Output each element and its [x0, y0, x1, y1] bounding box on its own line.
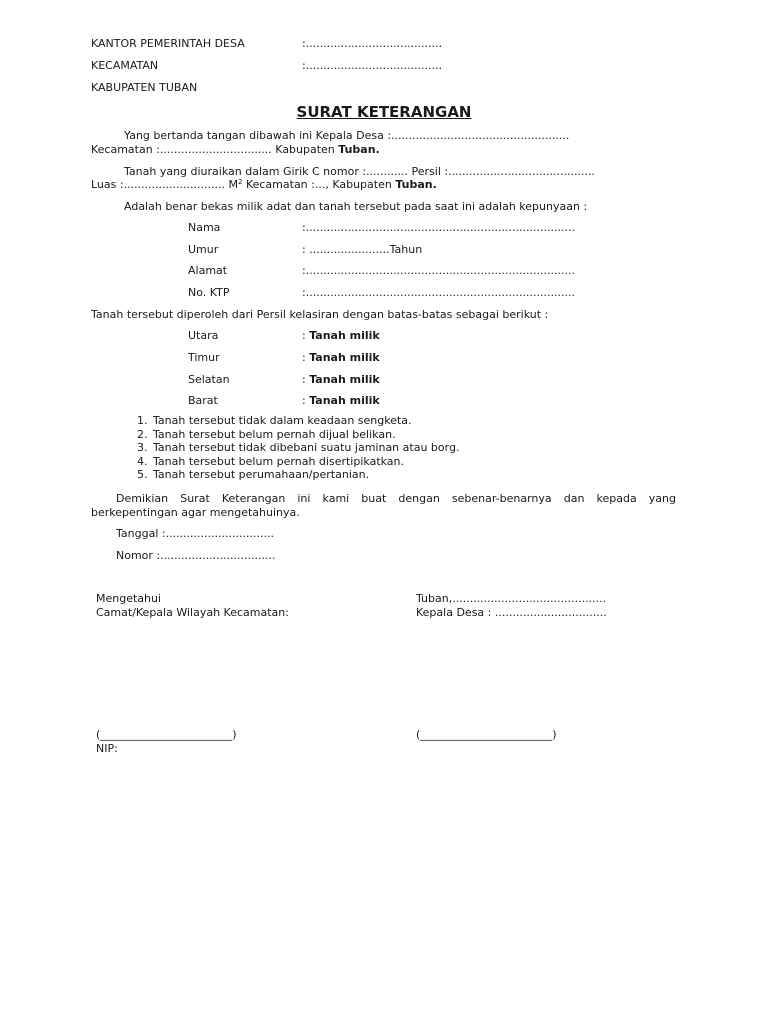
village-head-label: Kepala Desa : ................................ [416, 606, 607, 619]
condition-item: 2. Tanah tersebut belum pernah dijual belikan. [151, 428, 459, 442]
owner-ktp-value: :............................................................................. [302, 286, 575, 299]
owner-ktp-label: No. KTP [188, 286, 230, 299]
office-value: :....................................... [302, 37, 443, 50]
owner-name-value: :............................................................................. [302, 221, 575, 234]
intro-line-2: Kecamatan :................................ Kabupaten Tuban. [91, 143, 380, 156]
number-line: Nomor :................................. [116, 549, 276, 562]
date-line: Tanggal :............................... [116, 527, 274, 540]
land-line-2: Luas :............................. $M^2$ Kecamatan :..., Kabupaten Tuban. [91, 178, 437, 191]
boundary-north-value: : Tanah milik [302, 329, 380, 342]
regency-label: KABUPATEN TUBAN [91, 81, 198, 94]
condition-item: 3. Tanah tersebut tidak dibebani suatu jaminan atau borg. [151, 441, 459, 455]
condition-item: 5. Tanah tersebut perumahaan/pertanian. [151, 468, 459, 482]
camat-label: Camat/Kepala Wilayah Kecamatan: [96, 606, 289, 619]
document-title: SURAT KETERANGAN [296, 103, 472, 121]
boundary-east-value: : Tanah milik [302, 351, 380, 364]
office-label: KANTOR PEMERINTAH DESA [91, 37, 245, 50]
owner-age-label: Umur [188, 243, 219, 256]
boundary-east-label: Timur [188, 351, 220, 364]
right-signature-line: (________________________) [416, 728, 557, 741]
owner-address-value: :............................................................................. [302, 264, 575, 277]
acknowledged-label: Mengetahui [96, 592, 162, 605]
district-value: :....................................... [302, 59, 443, 72]
boundary-west-value: : Tanah milik [302, 394, 380, 407]
owner-address-label: Alamat [188, 264, 228, 277]
condition-item: 4. Tanah tersebut belum pernah disertipikatkan. [151, 455, 459, 469]
land-line-1: Tanah yang diuraikan dalam Girik C nomor :............ Persil :.......................................... [124, 165, 595, 178]
district-label: KECAMATAN [91, 59, 159, 72]
place-date-line: Tuban,............................................ [416, 592, 607, 605]
conditions-list [128, 414, 459, 482]
left-signature-line: (________________________) [96, 728, 237, 741]
owner-age-value: : .......................Tahun [302, 243, 423, 256]
condition-item: 1. Tanah tersebut tidak dalam keadaan sengketa. [151, 414, 459, 428]
intro-line-1: Yang bertanda tangan dibawah ini Kepala Desa :................................................... [124, 129, 570, 142]
boundary-south-label: Selatan [188, 373, 230, 386]
closing-paragraph: Demikian Surat Keterangan ini kami buat dengan sebenar-benarnya dan kepada yang berkepentingan agar mengetahuinya. [91, 492, 676, 519]
boundary-west-label: Barat [188, 394, 218, 407]
boundary-south-value: : Tanah milik [302, 373, 380, 386]
owner-name-label: Nama [188, 221, 221, 234]
statement-text: Adalah benar bekas milik adat dan tanah tersebut pada saat ini adalah kepunyaan : [124, 200, 588, 213]
boundaries-intro: Tanah tersebut diperoleh dari Persil kelasiran dengan batas-batas sebagai berikut : [91, 308, 549, 321]
nip-label: NIP: [96, 742, 118, 755]
boundary-north-label: Utara [188, 329, 219, 342]
